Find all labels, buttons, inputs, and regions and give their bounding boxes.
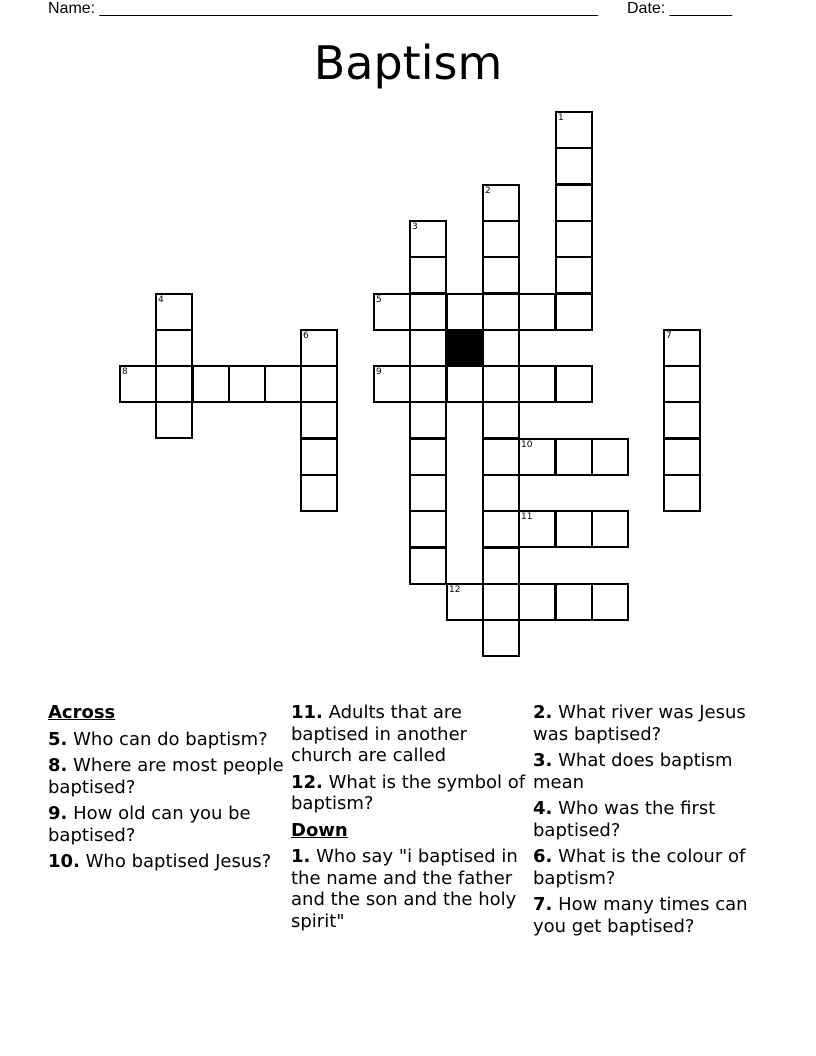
clue-number: 11	[521, 512, 533, 522]
clue-number: 1	[558, 113, 564, 123]
clue-number: 5	[376, 295, 382, 305]
clue-across-5: 5. Who can do baptism?	[48, 728, 268, 750]
clue-down-4: 4. Who was the first baptised?	[533, 798, 716, 841]
grid-cell[interactable]	[482, 619, 520, 657]
name-field-label: Name: ________________________________________________________	[48, 0, 598, 17]
grid-cell[interactable]	[373, 293, 411, 331]
grid-cell[interactable]	[482, 293, 520, 331]
grid-cell[interactable]	[663, 438, 701, 476]
grid-cell[interactable]	[446, 583, 484, 621]
grid-cell[interactable]	[155, 365, 193, 403]
grid-cell[interactable]	[555, 220, 593, 258]
down-heading: Down	[291, 819, 348, 841]
grid-cell[interactable]	[663, 401, 701, 439]
clue-number: 12	[449, 585, 461, 595]
header	[48, 0, 748, 20]
grid-cell[interactable]	[482, 547, 520, 585]
grid-cell[interactable]	[555, 293, 593, 331]
clue-column-3	[533, 702, 771, 942]
grid-cell[interactable]	[591, 438, 629, 476]
grid-cell[interactable]	[482, 329, 520, 367]
grid-cell[interactable]	[555, 147, 593, 185]
grid-cell[interactable]	[663, 365, 701, 403]
clue-number: 10	[521, 440, 533, 450]
clue-across-9: 9. How old can you be baptised?	[48, 803, 251, 846]
grid-cell[interactable]	[300, 329, 338, 367]
grid-cell[interactable]	[228, 365, 266, 403]
clue-column-2	[291, 702, 529, 937]
grid-cell[interactable]	[155, 329, 193, 367]
clue-down-6: 6. What is the colour of baptism?	[533, 846, 746, 889]
clue-across-8: 8. Where are most people baptised?	[48, 755, 284, 798]
grid-cell[interactable]	[155, 401, 193, 439]
date-field-label: Date: _______	[627, 0, 732, 17]
puzzle-title: Baptism	[313, 36, 503, 90]
clue-number: 6	[303, 331, 309, 341]
grid-cell[interactable]	[446, 365, 484, 403]
grid-cell[interactable]	[663, 474, 701, 512]
grid-cell[interactable]	[300, 365, 338, 403]
grid-cell[interactable]	[482, 184, 520, 222]
clue-number: 3	[412, 222, 418, 232]
grid-cell[interactable]	[482, 220, 520, 258]
grid-cell[interactable]	[518, 293, 556, 331]
grid-cell[interactable]	[409, 329, 447, 367]
grid-cell[interactable]	[373, 365, 411, 403]
grid-cell[interactable]	[518, 438, 556, 476]
grid-cell[interactable]	[300, 401, 338, 439]
grid-cell[interactable]	[409, 256, 447, 294]
grid-cell[interactable]	[446, 293, 484, 331]
blocked-cell	[446, 329, 484, 367]
clue-down-1: 1. Who say "i baptised in the name and the father and the son and the holy spirit"	[291, 846, 518, 932]
across-heading: Across	[48, 702, 116, 723]
grid-cell[interactable]	[300, 438, 338, 476]
clue-across-12: 12. What is the symbol of baptism?	[291, 771, 526, 814]
grid-cell[interactable]	[409, 547, 447, 585]
grid-cell[interactable]	[482, 438, 520, 476]
grid-cell[interactable]	[518, 510, 556, 548]
grid-cell[interactable]	[518, 365, 556, 403]
grid-cell[interactable]	[192, 365, 230, 403]
clue-number: 7	[666, 331, 672, 341]
grid-cell[interactable]	[155, 293, 193, 331]
grid-cell[interactable]	[663, 329, 701, 367]
clue-number: 2	[485, 186, 491, 196]
grid-cell[interactable]	[482, 365, 520, 403]
clue-down-3: 3. What does baptism mean	[533, 750, 733, 793]
grid-cell[interactable]	[482, 583, 520, 621]
grid-cell[interactable]	[409, 293, 447, 331]
clue-column-1	[48, 702, 286, 878]
grid-cell[interactable]	[555, 510, 593, 548]
grid-cell[interactable]	[482, 401, 520, 439]
grid-cell[interactable]	[591, 510, 629, 548]
grid-cell[interactable]	[482, 510, 520, 548]
grid-cell[interactable]	[300, 474, 338, 512]
clue-down-7: 7. How many times can you get baptised?	[533, 894, 748, 937]
grid-cell[interactable]	[555, 184, 593, 222]
grid-cell[interactable]	[591, 583, 629, 621]
clue-down-2: 2. What river was Jesus was baptised?	[533, 702, 746, 745]
clue-across-10: 10. Who baptised Jesus?	[48, 851, 272, 872]
grid-cell[interactable]	[518, 583, 556, 621]
clue-number: 8	[122, 367, 128, 377]
grid-cell[interactable]	[409, 474, 447, 512]
grid-cell[interactable]	[409, 365, 447, 403]
grid-cell[interactable]	[409, 401, 447, 439]
grid-cell[interactable]	[555, 256, 593, 294]
grid-cell[interactable]	[409, 220, 447, 258]
grid-cell[interactable]	[482, 474, 520, 512]
grid-cell[interactable]	[264, 365, 302, 403]
grid-cell[interactable]	[119, 365, 157, 403]
grid-cell[interactable]	[555, 583, 593, 621]
grid-cell[interactable]	[409, 510, 447, 548]
grid-cell[interactable]	[409, 438, 447, 476]
clue-number: 9	[376, 367, 382, 377]
grid-cell[interactable]	[555, 365, 593, 403]
grid-cell[interactable]	[482, 256, 520, 294]
clue-number: 4	[158, 295, 164, 305]
grid-cell[interactable]	[555, 438, 593, 476]
grid-cell[interactable]	[555, 111, 593, 149]
clue-across-11: 11. Adults that are baptised in another church are called	[291, 702, 468, 766]
